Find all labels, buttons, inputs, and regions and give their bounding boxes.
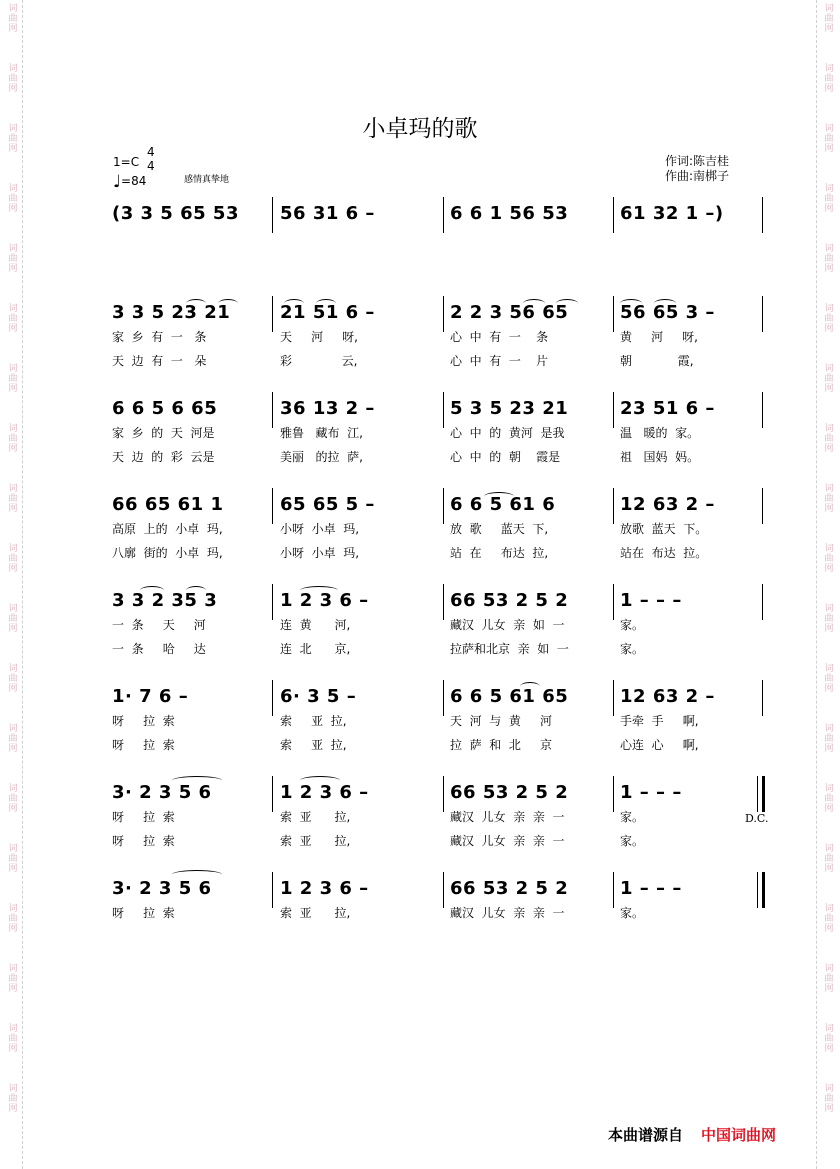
barline (613, 584, 614, 620)
watermark-text: 词 曲 网 (824, 124, 834, 154)
watermark-text: 词 曲 网 (8, 424, 18, 454)
lyric-text: 索 亚 拉, (280, 714, 347, 728)
slur-icon (316, 299, 336, 308)
watermark-text: 词 曲 网 (824, 424, 834, 454)
measure-notes: 6 6 1 56 53 (450, 203, 569, 224)
lyric-text: 拉萨和北京 亲 如 一 (450, 642, 569, 656)
watermark-text: 词 曲 网 (824, 484, 834, 514)
slur-icon (140, 586, 164, 595)
tempo-mark (113, 172, 146, 192)
lyric-text: 心 中 有 一 条 (450, 330, 549, 344)
watermark-text: 词 曲 网 (824, 664, 834, 694)
watermark-text: 词 曲 网 (8, 964, 18, 994)
watermark-text: 词 曲 网 (8, 304, 18, 334)
watermark-text: 词 曲 网 (8, 484, 18, 514)
barline (272, 488, 273, 524)
barline (762, 872, 765, 908)
slur-icon (186, 586, 206, 595)
barline (762, 680, 763, 716)
lyric-text: 心 中 有 一 片 (450, 354, 549, 368)
watermark-text: 词 曲 网 (824, 364, 834, 394)
measure-notes: (3 3 5 65 53 (112, 203, 239, 224)
measure-notes: 3 3 5 23 21 (112, 302, 231, 323)
measure-notes: 1 – – – (620, 590, 682, 611)
measure-notes: 65 65 5 – (280, 494, 375, 515)
da-capo-mark: D.C. (745, 812, 769, 825)
lyric-text: 天 河 呀, (280, 330, 358, 344)
watermark-text: 词 曲 网 (8, 904, 18, 934)
measure-notes: 1 – – – (620, 782, 682, 803)
slur-icon (523, 299, 545, 308)
slur-icon (284, 299, 304, 308)
lyric-text: 家。 (620, 906, 645, 920)
watermark-text: 词 曲 网 (824, 184, 834, 214)
lyric-text: 手牵 手 啊, (620, 714, 699, 728)
watermark-text: 词 曲 网 (8, 604, 18, 634)
watermark-text: 词 曲 网 (8, 124, 18, 154)
lyric-text: 拉 萨 和 北 京 (450, 738, 552, 752)
barline (443, 197, 444, 233)
lyric-text: 祖 国妈 妈。 (620, 450, 700, 464)
lyric-text: 站 在 布达 拉, (450, 546, 549, 560)
lyric-text: 放歌 蓝天 下。 (620, 522, 708, 536)
watermark-text: 词 曲 网 (824, 844, 834, 874)
time-sig-numerator: 4 (147, 145, 155, 159)
lyric-text: 天 河 与 黄 河 (450, 714, 552, 728)
measure-notes: 56 65 3 – (620, 302, 715, 323)
lyric-text: 呀 拉 索 (112, 906, 175, 920)
lyric-text: 呀 拉 索 (112, 810, 175, 824)
lyric-text: 呀 拉 索 (112, 834, 175, 848)
watermark-text: 词 曲 网 (824, 304, 834, 334)
barline (443, 776, 444, 812)
lyric-text: 美丽 的拉 萨, (280, 450, 363, 464)
measure-notes: 1 – – – (620, 878, 682, 899)
barline (762, 197, 763, 233)
lyric-text: 家。 (620, 810, 645, 824)
barline (613, 296, 614, 332)
lyric-text: 高原 上的 小卓 玛, (112, 522, 223, 536)
left-margin-line (22, 0, 23, 1169)
lyric-text: 呀 拉 索 (112, 714, 175, 728)
barline (613, 197, 614, 233)
watermark-text: 词 曲 网 (824, 1024, 834, 1054)
watermark-text: 词 曲 网 (824, 604, 834, 634)
lyric-text: 站在 布达 拉。 (620, 546, 708, 560)
measure-notes: 6· 3 5 – (280, 686, 357, 707)
slur-icon (218, 299, 238, 308)
lyric-text: 黄 河 呀, (620, 330, 698, 344)
barline-thin (757, 776, 758, 812)
measure-notes: 56 31 6 – (280, 203, 375, 224)
watermark-text: 词 曲 网 (824, 4, 834, 34)
slur-icon (556, 299, 578, 308)
barline (613, 488, 614, 524)
barline (762, 392, 763, 428)
watermark-text: 词 曲 网 (8, 784, 18, 814)
lyric-text: 藏汉 儿女 亲 亲 一 (450, 834, 565, 848)
watermark-text: 词 曲 网 (8, 544, 18, 574)
lyric-text: 雅鲁 藏布 江, (280, 426, 363, 440)
slur-icon (654, 299, 676, 308)
slur-icon (300, 776, 340, 785)
measure-notes: 66 53 2 5 2 (450, 590, 569, 611)
watermark-text: 词 曲 网 (8, 664, 18, 694)
barline (272, 197, 273, 233)
barline (272, 392, 273, 428)
slur-icon (620, 299, 642, 308)
barline (443, 488, 444, 524)
watermark-text: 词 曲 网 (8, 64, 18, 94)
lyric-text: 彩 云, (280, 354, 358, 368)
barline-thin (757, 872, 758, 908)
measure-notes: 3· 2 3 5 6 (112, 878, 212, 899)
lyric-text: 索 亚 拉, (280, 834, 351, 848)
watermark-text: 词 曲 网 (824, 964, 834, 994)
lyric-text: 小呀 小卓 玛, (280, 522, 360, 536)
barline (762, 296, 763, 332)
barline (272, 872, 273, 908)
lyric-text: 心 中 的 朝 霞是 (450, 450, 561, 464)
composer: 作曲:南梆子 (665, 169, 730, 183)
measure-notes: 1· 7 6 – (112, 686, 189, 707)
barline (443, 392, 444, 428)
measure-notes: 6 6 5 6 65 (112, 398, 218, 419)
footer-brand: 中国词曲网 (701, 1126, 777, 1144)
slur-icon (484, 492, 514, 501)
lyric-text: 朝 霞, (620, 354, 694, 368)
measure-notes: 23 51 6 – (620, 398, 715, 419)
measure-notes: 2 2 3 56 65 (450, 302, 569, 323)
lyric-text: 家 乡 有 一 条 (112, 330, 207, 344)
key-signature: 1=C (113, 155, 140, 169)
barline (762, 776, 765, 812)
barline (272, 584, 273, 620)
lyric-text: 天 边 的 彩 云是 (112, 450, 215, 464)
watermark-text: 词 曲 网 (8, 4, 18, 34)
lyricist: 作词:陈吉桂 (665, 154, 730, 168)
barline (613, 392, 614, 428)
measure-notes: 21 51 6 – (280, 302, 375, 323)
watermark-text: 词 曲 网 (8, 1084, 18, 1114)
slur-icon (300, 586, 338, 595)
barline (613, 680, 614, 716)
barline (613, 872, 614, 908)
time-sig-denominator: 4 (147, 159, 155, 173)
quarter-note-icon: ♩ (113, 172, 122, 192)
measure-notes: 66 53 2 5 2 (450, 782, 569, 803)
measure-notes: 66 53 2 5 2 (450, 878, 569, 899)
measure-notes: 1 2 3 6 – (280, 590, 369, 611)
watermark-text: 词 曲 网 (8, 844, 18, 874)
lyric-text: 天 边 有 一 朵 (112, 354, 207, 368)
barline (272, 680, 273, 716)
credits (665, 154, 729, 184)
measure-notes: 6 6 5 61 6 (450, 494, 556, 515)
watermark-left (4, 0, 22, 1169)
lyric-text: 一 条 哈 达 (112, 642, 206, 656)
lyric-text: 藏汉 儿女 亲 亲 一 (450, 906, 565, 920)
watermark-text: 词 曲 网 (824, 544, 834, 574)
lyric-text: 藏汉 儿女 亲 亲 一 (450, 810, 565, 824)
lyric-text: 八廓 街的 小卓 玛, (112, 546, 223, 560)
barline (443, 872, 444, 908)
watermark-text: 词 曲 网 (824, 64, 834, 94)
watermark-text: 词 曲 网 (824, 784, 834, 814)
footer (608, 1124, 776, 1145)
lyric-text: 家。 (620, 618, 645, 632)
song-title: 小卓玛的歌 (362, 116, 478, 142)
lyric-text: 小呀 小卓 玛, (280, 546, 360, 560)
barline (272, 776, 273, 812)
measure-notes: 12 63 2 – (620, 686, 715, 707)
measure-notes: 36 13 2 – (280, 398, 375, 419)
measure-notes: 66 65 61 1 (112, 494, 224, 515)
watermark-text: 词 曲 网 (824, 244, 834, 274)
lyric-text: 索 亚 拉, (280, 810, 351, 824)
watermark-text: 词 曲 网 (8, 724, 18, 754)
watermark-right (820, 0, 838, 1169)
barline (762, 488, 763, 524)
barline (443, 680, 444, 716)
measure-notes: 5 3 5 23 21 (450, 398, 569, 419)
watermark-text: 词 曲 网 (824, 724, 834, 754)
watermark-text: 词 曲 网 (824, 904, 834, 934)
lyric-text: 家。 (620, 642, 645, 656)
right-margin-line (816, 0, 817, 1169)
barline (443, 296, 444, 332)
measure-notes: 3 3 2 35 3 (112, 590, 218, 611)
watermark-text: 词 曲 网 (824, 1084, 834, 1114)
measure-notes: 6 6 5 61 65 (450, 686, 569, 707)
lyric-text: 放 歌 蓝天 下, (450, 522, 549, 536)
measure-notes: 1 2 3 6 – (280, 878, 369, 899)
slur-icon (172, 870, 222, 879)
watermark-text: 词 曲 网 (8, 1024, 18, 1054)
tempo-value: =84 (121, 174, 147, 188)
lyric-text: 连 黄 河, (280, 618, 351, 632)
measure-notes: 1 2 3 6 – (280, 782, 369, 803)
lyric-text: 家 乡 的 天 河是 (112, 426, 215, 440)
lyric-text: 一 条 天 河 (112, 618, 206, 632)
footer-source: 本曲谱源自 (608, 1126, 684, 1144)
lyric-text: 家。 (620, 834, 645, 848)
time-signature (147, 145, 155, 173)
lyric-text: 呀 拉 索 (112, 738, 175, 752)
slur-icon (172, 776, 222, 785)
lyric-text: 索 亚 拉, (280, 738, 347, 752)
expression-mark: 感情真挚地 (184, 175, 230, 185)
lyric-text: 心连 心 啊, (620, 738, 699, 752)
slur-icon (186, 299, 206, 308)
lyric-text: 温 暖的 家。 (620, 426, 700, 440)
lyric-text: 索 亚 拉, (280, 906, 351, 920)
watermark-text: 词 曲 网 (8, 364, 18, 394)
barline (613, 776, 614, 812)
measure-notes: 61 32 1 –) (620, 203, 724, 224)
barline (762, 584, 763, 620)
measure-notes: 12 63 2 – (620, 494, 715, 515)
measure-notes: 3· 2 3 5 6 (112, 782, 212, 803)
lyric-text: 心 中 的 黄河 是我 (450, 426, 565, 440)
barline (443, 584, 444, 620)
watermark-text: 词 曲 网 (8, 184, 18, 214)
watermark-text: 词 曲 网 (8, 244, 18, 274)
barline (272, 296, 273, 332)
slur-icon (520, 682, 540, 691)
lyric-text: 藏汉 儿女 亲 如 一 (450, 618, 565, 632)
lyric-text: 连 北 京, (280, 642, 351, 656)
